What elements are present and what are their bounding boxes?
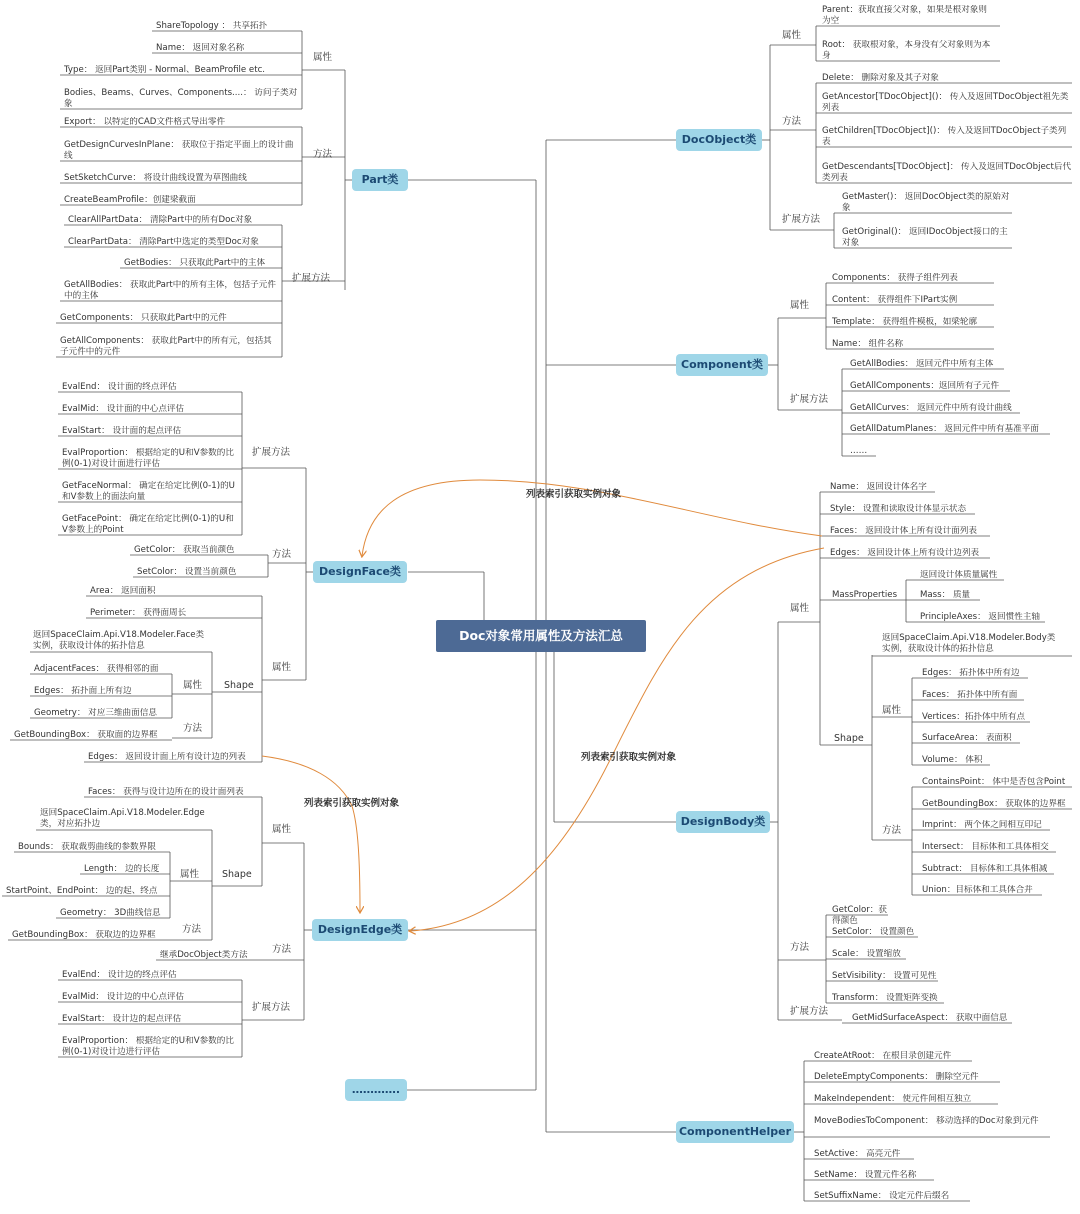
part-ext-2: GetBodies： 只获取此Part中的主体 (124, 258, 266, 268)
helper-item-3: MoveBodiesToComponent： 移动选择的Doc对象到元件 (814, 1116, 1039, 1126)
central-topic: Doc对象常用属性及方法汇总 (436, 620, 646, 652)
comp-ext-label: 扩展方法 (790, 394, 829, 405)
face-shape-attr-0: AdjacentFaces： 获得相邻的面 (34, 664, 159, 674)
part-method-1: GetDesignCurvesInPlane： 获取位于指定平面上的设计曲线 (64, 140, 294, 161)
face-shape-attr-2: Geometry： 对应三维曲面信息 (34, 708, 157, 718)
face-method-1: SetColor： 设置当前颜色 (137, 567, 237, 577)
comp-ext-1: GetAllComponents：返回所有子元件 (850, 381, 1000, 391)
face-shape-method-label: 方法 (183, 723, 203, 734)
part-ext-5: GetAllComponents： 获取此Part中的所有元，包括其子元件中的元件 (60, 336, 272, 357)
part-ext-1: ClearPartData： 清除Part中选定的类型Doc对象 (68, 237, 259, 247)
face-ext-0: EvalEnd： 设计面的终点评估 (62, 382, 177, 392)
part-attr-0: ShareTopology ： 共享拓扑 (156, 21, 268, 31)
doc-attr-label: 属性 (782, 30, 802, 41)
part-attr-1: Name： 返回对象名称 (156, 43, 245, 53)
part-method-3: CreateBeamProfile：创建梁截面 (64, 195, 196, 205)
face-ext-2: EvalStart： 设计面的起点评估 (62, 426, 182, 436)
body-massprops-0: 返回设计体质量属性 (920, 570, 998, 580)
comp-ext-2: GetAllCurves： 返回元件中所有设计曲线 (850, 403, 1012, 413)
body-method-2: Scale： 设置缩放 (832, 949, 901, 959)
body-ext-label: 扩展方法 (790, 1006, 829, 1017)
body-shape-attr-2: Vertices：拓扑体中所有点 (922, 712, 1026, 722)
node-componenthelper: ComponentHelper (676, 1121, 794, 1143)
face-shape-attr-1: Edges： 拓扑面上所有边 (34, 686, 132, 696)
body-massprops-label: MassProperties (832, 590, 898, 600)
body-attr-3: Edges： 返回设计体上所有设计边列表 (830, 548, 980, 558)
body-shape-attr-3: SurfaceArea： 表面积 (922, 733, 1012, 743)
body-shape-label: Shape (834, 733, 864, 744)
comp-ext-0: GetAllBodies： 返回元件中所有主体 (850, 359, 994, 369)
edge-ext-1: EvalMid： 设计边的中心点评估 (62, 992, 185, 1002)
doc-ext-label: 扩展方法 (782, 214, 821, 225)
comp-attr-2: Template： 获得组件模板，如梁轮廓 (832, 317, 978, 327)
node-designbody: DesignBody类 (676, 811, 770, 833)
doc-method-label: 方法 (782, 116, 802, 127)
face-edges: Edges： 返回设计面上所有设计边的列表 (88, 752, 246, 762)
edge-method-label: 方法 (272, 944, 292, 955)
part-ext-4: GetComponents： 只获取此Part中的元件 (60, 313, 227, 323)
helper-item-2: MakeIndependent： 使元件间相互独立 (814, 1094, 972, 1104)
relation-label-faces: 列表索引获取实例对象 (526, 489, 622, 500)
face-ext-3: EvalProportion： 根据给定的U和V参数的比例(0-1)对设计面进行评估 (62, 448, 234, 469)
node-designedge: DesignEdge类 (312, 919, 408, 941)
edge-shape-method-label: 方法 (182, 924, 202, 935)
edge-shape-attr-label: 属性 (180, 869, 200, 880)
face-shape-attr-label: 属性 (183, 680, 203, 691)
part-attr-3: Bodies、Beams、Curves、Components....： 访问子类对象 (64, 88, 298, 109)
face-ext-4: GetFaceNormal： 确定在给定比例(0-1)的U和V参数上的面法向量 (62, 481, 235, 502)
part-attr-label: 属性 (313, 52, 333, 63)
body-ext-0: GetMidSurfaceAspect： 获取中面信息 (852, 1013, 1008, 1023)
face-attr-1: Perimeter： 获得面周长 (90, 608, 187, 618)
face-method-label: 方法 (272, 549, 292, 560)
body-method-1: SetColor： 设置颜色 (832, 927, 915, 937)
part-method-2: SetSketchCurve： 将设计曲线设置为草图曲线 (64, 173, 247, 183)
node-ellipsis: …………. (345, 1079, 407, 1101)
body-massprops-1: Mass： 质量 (920, 590, 971, 600)
relation-label-body-edges: 列表索引获取实例对象 (581, 752, 677, 763)
face-ext-5: GetFacePoint： 确定在给定比例(0-1)的U和V参数上的Point (62, 514, 234, 535)
body-shape-method-0: ContainsPoint： 体中是否包含Point (922, 777, 1066, 787)
face-attr-0: Area： 返回面积 (90, 586, 156, 596)
edge-ext-3: EvalProportion： 根据给定的U和V参数的比例(0-1)对设计边进行评估 (62, 1036, 234, 1057)
part-ext-3: GetAllBodies： 获取此Part中的所有主体，包括子元件中的主体 (64, 280, 276, 301)
comp-attr-3: Name： 组件名称 (832, 339, 904, 349)
helper-item-4: SetActive： 高亮元件 (814, 1149, 901, 1159)
edge-shape-attr-2: StartPoint、EndPoint： 边的起、终点 (6, 886, 158, 896)
edge-shape-attr-0: Bounds： 获取裁剪曲线的参数界限 (18, 842, 156, 852)
part-method-label: 方法 (313, 149, 333, 160)
body-massprops-2: PrincipleAxes： 返回惯性主轴 (920, 612, 1040, 622)
body-shape-method-2: Imprint： 两个体之间相互印记 (922, 820, 1042, 830)
part-ext-label: 扩展方法 (292, 273, 331, 284)
doc-ext-0: GetMaster()： 返回DocObject类的原始对象 (842, 192, 1010, 213)
helper-item-0: CreateAtRoot： 在根目录创建元件 (814, 1051, 952, 1061)
helper-item-1: DeleteEmptyComponents： 删除空元件 (814, 1072, 979, 1082)
relation-label-face-edges: 列表索引获取实例对象 (304, 798, 400, 809)
comp-attr-label: 属性 (790, 300, 810, 311)
body-method-3: SetVisibility： 设置可见性 (832, 971, 937, 981)
body-shape-method-label: 方法 (882, 825, 902, 836)
edge-shape-attr-3: Geometry： 3D曲线信息 (60, 908, 161, 918)
body-shape-attr-4: Volume： 体积 (922, 755, 983, 765)
doc-attr-0: Parent：获取直接父对象，如果是根对象则为空 (822, 5, 988, 26)
helper-item-6: SetSuffixName： 设定元件后缀名 (814, 1191, 950, 1201)
body-method-4: Transform： 设置矩阵变换 (832, 993, 938, 1003)
part-method-0: Export： 以特定的CAD文件格式导出零件 (64, 117, 226, 127)
face-shape-method-0: GetBoundingBox： 获取面的边界框 (14, 730, 158, 740)
edge-shape-label: Shape (222, 869, 252, 880)
edge-shape-method-0: GetBoundingBox： 获取边的边界框 (12, 930, 156, 940)
face-ext-label: 扩展方法 (252, 447, 291, 458)
edge-shape-desc: 返回SpaceClaim.Api.V18.Modeler.Edge类，对应拓扑边 (40, 808, 205, 829)
face-attr-label: 属性 (272, 662, 292, 673)
comp-attr-0: Components： 获得子组件列表 (832, 273, 958, 283)
body-attr-1: Style： 设置和读取设计体显示状态 (830, 504, 967, 514)
node-docobject: DocObject类 (676, 129, 762, 151)
body-shape-method-1: GetBoundingBox： 获取体的边界框 (922, 799, 1066, 809)
doc-attr-1: Root： 获取根对象，本身没有父对象则为本身 (822, 40, 991, 61)
body-attr-0: Name： 返回设计体名字 (830, 482, 927, 492)
edge-ext-2: EvalStart： 设计边的起点评估 (62, 1014, 182, 1024)
body-shape-attr-0: Edges： 拓扑体中所有边 (922, 668, 1020, 678)
doc-method-0: Delete： 删除对象及其子对象 (822, 73, 939, 83)
body-attr-label: 属性 (790, 603, 810, 614)
edge-ext-0: EvalEnd： 设计边的终点评估 (62, 970, 177, 980)
part-attr-2: Type： 返回Part类别 - Normal、BeamProfile etc. (64, 65, 266, 75)
face-method-0: GetColor： 获取当前颜色 (134, 545, 235, 555)
face-shape-desc: 返回SpaceClaim.Api.V18.Modeler.Face类实例，获取设计体的拓扑信息 (33, 630, 205, 651)
edge-faces: Faces： 获得与设计边所在的设计面列表 (88, 787, 244, 797)
body-shape-desc: 返回SpaceClaim.Api.V18.Modeler.Body类实例，获取设计体的拓扑信息 (882, 633, 1056, 654)
helper-item-5: SetName： 设置元件名称 (814, 1170, 917, 1180)
face-shape-label: Shape (224, 680, 254, 691)
part-ext-0: ClearAllPartData： 清除Part中的所有Doc对象 (68, 215, 253, 225)
edge-shape-attr-1: Length： 边的长度 (84, 864, 160, 874)
doc-method-2: GetChildren[TDocObject]()： 传入及返回TDocObject子类列表 (822, 126, 1067, 147)
body-shape-attr-label: 属性 (882, 705, 902, 716)
body-shape-method-4: Subtract： 目标体和工具体相减 (922, 864, 1048, 874)
comp-ext-4: …… (850, 446, 868, 456)
body-method-label: 方法 (790, 942, 810, 953)
doc-ext-1: GetOriginal()： 返回IDocObject接口的主对象 (842, 227, 1008, 248)
comp-attr-1: Content： 获得组件下IPart实例 (832, 295, 958, 305)
edge-ext-label: 扩展方法 (252, 1002, 291, 1013)
doc-method-3: GetDescendants[TDocObject]： 传入及返回TDocObject后代类列表 (822, 162, 1072, 183)
edge-attr-label: 属性 (272, 824, 292, 835)
body-attr-2: Faces： 返回设计体上所有设计面列表 (830, 526, 977, 536)
body-method-0: GetColor：获得颜色 (832, 905, 887, 926)
node-part: Part类 (352, 169, 408, 191)
edge-method-0: 继承DocObject类方法 (160, 950, 248, 960)
face-ext-1: EvalMid： 设计面的中心点评估 (62, 404, 185, 414)
body-shape-method-3: Intersect： 目标体和工具体相交 (922, 842, 1049, 852)
node-component: Component类 (676, 354, 768, 376)
body-shape-attr-1: Faces： 拓扑体中所有面 (922, 690, 1018, 700)
comp-ext-3: GetAllDatumPlanes： 返回元件中所有基准平面 (850, 424, 1039, 434)
doc-method-1: GetAncestor[TDocObject]()： 传入及返回TDocObject祖先类列表 (822, 92, 1069, 113)
body-shape-method-5: Union：目标体和工具体合并 (922, 885, 1033, 895)
node-designface: DesignFace类 (313, 561, 407, 583)
